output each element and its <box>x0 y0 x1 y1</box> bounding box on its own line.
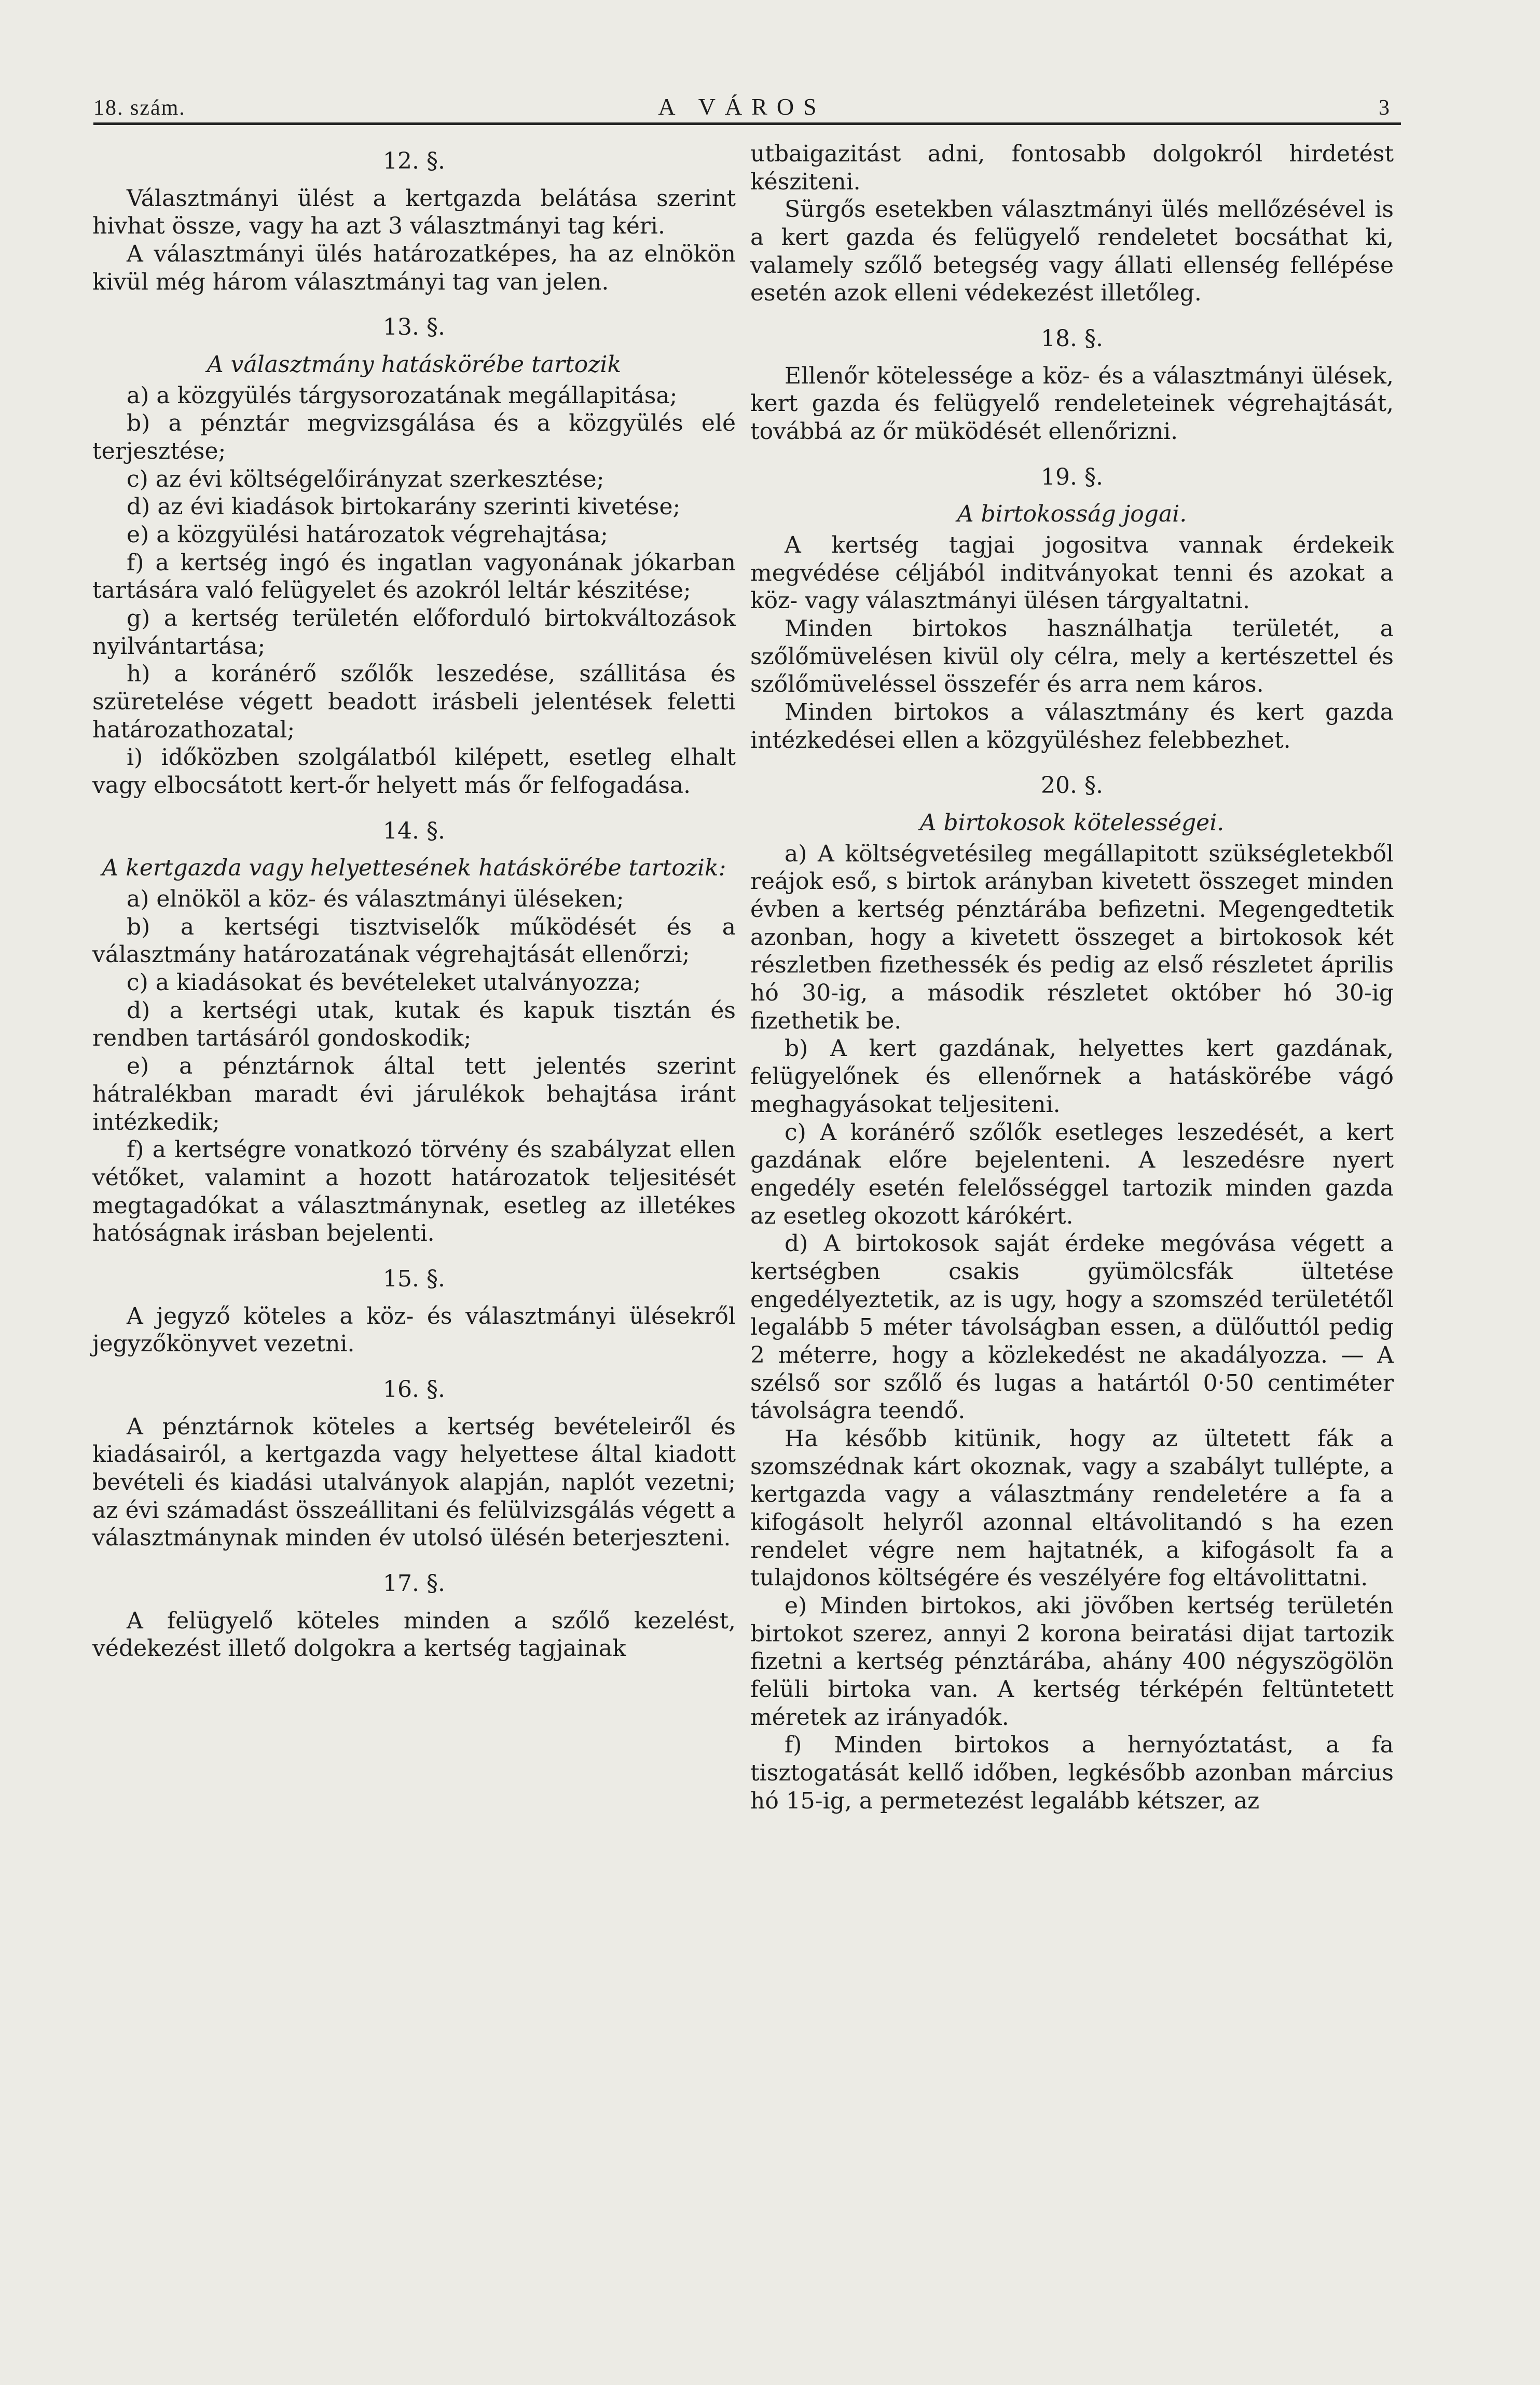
section-heading-18: 18. §. <box>1041 325 1103 352</box>
list-item: i) időközben szolgálatból kilépett, esetleg elhalt vagy elbocsátott kert-őr helyett más őr felfogadása. <box>92 744 736 799</box>
list-item: e) a pénztárnok által tett jelentés szerint hátralékban maradt évi járulékok behajtása iránt intézkedik; <box>92 1053 736 1135</box>
list-item: b) a kertségi tisztviselők működését és a választmány határozatának végrehajtását ellenőrzi; <box>92 913 736 968</box>
list-item: a) a közgyülés tárgysorozatának megállapitása; <box>127 382 678 409</box>
list-item: e) a közgyülési határozatok végrehajtása; <box>127 522 608 549</box>
section-heading-19: 19. §. <box>1041 463 1103 490</box>
paragraph: A jegyző köteles a köz- és választmányi ülésekről jegyzőkönyvet vezetni. <box>92 1303 736 1358</box>
page-number: 3 <box>1379 96 1391 120</box>
section-title: A birtokosság jogai. <box>957 501 1187 528</box>
right-column <box>750 140 1394 1815</box>
section-title: A kertgazda vagy helyettesének hatáskörébe tartozik: <box>102 855 726 882</box>
header-rule <box>93 122 1401 125</box>
left-column <box>92 140 736 1663</box>
list-item: g) a kertség területén előforduló birtokváltozások nyilvántartása; <box>92 605 736 660</box>
section-heading-17: 17. §. <box>383 1570 445 1597</box>
list-item: f) a kertségre vonatkozó törvény és szabályzat ellen vétőket, valamint a hozott határozatok teljesitését megtagadókat a választmánynak, esetleg az illetékes hatóságnak irásban bejelenti. <box>92 1136 736 1247</box>
list-item: a) elnököl a köz- és választmányi üléseken; <box>127 886 624 913</box>
paragraph: Választmányi ülést a kertgazda belátása szerint hivhat össze, vagy ha azt 3 választmányi tag kéri. <box>92 185 736 240</box>
list-item: c) A koránérő szőlők esetleges leszedését, a kert gazdának előre bejelenteni. A leszedésre nyert engedély esetén felelősséggel tartozik minden gazda az esetleg okozott kárókért. <box>750 1119 1394 1229</box>
list-item: d) A birtokosok saját érdeke megóvása végett a kertségben csakis gyümölcsfák ültetése engedélyeztetik, az is ugy, hogy a szomszéd területétől legalább 5 méter távolságban essen, a dülőuttól pedig 2 méterre, hogy a közlekedést ne akadályozza. — A szélső sor szőlő és lugas a határtól 0·50 centiméter távolságra teendő. <box>750 1230 1394 1424</box>
list-item: c) az évi költségelőirányzat szerkesztése; <box>127 465 604 492</box>
list-item: d) a kertségi utak, kutak és kapuk tisztán és rendben tartásáról gondoskodik; <box>92 997 736 1052</box>
paragraph: A felügyelő köteles minden a szőlő kezelést, védekezést illető dolgokra a kertség tagjainak <box>92 1607 736 1662</box>
paragraph: Minden birtokos használhatja területét, a szőlőmüvelésen kivül oly célra, mely a kertészettel és szőlőmüveléssel összefér és arra nem káros. <box>750 615 1394 698</box>
section-title: A választmány hatáskörébe tartozik <box>207 351 622 378</box>
paragraph: A kertség tagjai jogositva vannak érdekeik megvédése céljából inditványokat tenni és azokat a köz- vagy választmányi ülésen tárgyaltatni. <box>750 532 1394 614</box>
paragraph: Minden birtokos a választmány és kert gazda intézkedései ellen a közgyüléshez felebbezhet. <box>750 699 1394 753</box>
paragraph: Sürgős esetekben választmányi ülés mellőzésével is a kert gazda és felügyelő rendeletet bocsáthat ki, valamely szőlő betegség vagy állati ellenség fellépése esetén azok elleni védekezést illetőleg. <box>750 196 1394 307</box>
section-heading-16: 16. §. <box>383 1376 445 1403</box>
paragraph: A pénztárnok köteles a kertség bevételeiről és kiadásairól, a kertgazda vagy helyettese által kiadott bevételi és kiadási utalványok alapján, naplót vezetni; az évi számadást összeállitani és felülvizsgálás végett a választmánynak minden év utolsó ülésén beterjeszteni. <box>92 1413 736 1552</box>
paragraph: A választmányi ülés határozatképes, ha az elnökön kivül még három választmányi tag van jelen. <box>92 241 736 295</box>
paragraph: Ha később kitünik, hogy az ültetett fák a szomszédnak kárt okoznak, vagy a szabályt tullépte, a kertgazda vagy a választmány rendeletére a fa a kifogásolt helyről azonnal eltávolitandó s ha ezen rendelet végre nem hajtatnék, a kifogásolt fa a tulajdonos költségére és veszélyére fog eltávolittatni. <box>750 1425 1394 1592</box>
section-title: A birtokosok kötelességei. <box>919 810 1225 837</box>
issue-number: 18. szám. <box>93 96 186 120</box>
page-header <box>93 88 1391 125</box>
list-item: e) Minden birtokos, aki jövőben kertség területén birtokot szerez, annyi 2 korona beiratási dijat tartozik fizetni a kertség pénztárába, ahány 400 négyszögölön felüli birtoka van. A kertség térképén feltüntetett méretek az irányadók. <box>750 1592 1394 1731</box>
section-heading-20: 20. §. <box>1041 772 1103 799</box>
list-item: a) A költségvetésileg megállapitott szükségletekből reájok eső, s birtok arányban kivetett összeget minden évben a kertség pénztárába befizetni. Megengedtetik azonban, hogy a kivetett összeget a birtokosok két részletben fizethessék és pedig az első részletet április hó 30-ig, a második részletet október hó 30-ig fizethetik be. <box>750 840 1394 1034</box>
section-heading-15: 15. §. <box>383 1265 445 1292</box>
list-item: f) Minden birtokos a hernyóztatást, a fa tisztogatását kellő időben, legkésőbb azonban március hó 15-ig, a permetezést legalább kétszer, az <box>750 1732 1394 1814</box>
section-heading-14: 14. §. <box>383 817 445 844</box>
paragraph-continued: utbaigazitást adni, fontosabb dolgokról hirdetést késziteni. <box>750 141 1394 195</box>
list-item: d) az évi kiadások birtokarány szerinti kivetése; <box>127 494 681 520</box>
section-heading-13: 13. §. <box>383 314 445 341</box>
list-item: c) a kiadásokat és bevételeket utalványozza; <box>127 969 641 996</box>
section-heading-12: 12. §. <box>383 148 445 174</box>
list-item: b) a pénztár megvizsgálása és a közgyülés elé terjesztése; <box>92 410 736 465</box>
list-item: b) A kert gazdának, helyettes kert gazdának, felügyelőnek és ellenőrnek a hatáskörébe vágó meghagyásokat teljesiteni. <box>750 1035 1394 1118</box>
paragraph: Ellenőr kötelessége a köz- és a választmányi ülések, kert gazda és felügyelő rendeleteinek végrehajtását, továbbá az őr müködését ellenőrizni. <box>750 362 1394 445</box>
list-item: f) a kertség ingó és ingatlan vagyonának jókarban tartására való felügyelet és azokról leltár készitése; <box>92 549 736 604</box>
publication-title: A VÁROS <box>658 93 826 120</box>
list-item: h) a koránérő szőlők leszedése, szállitása és szüretelése végett beadott irásbeli jelentések feletti határozathozatal; <box>92 661 736 743</box>
